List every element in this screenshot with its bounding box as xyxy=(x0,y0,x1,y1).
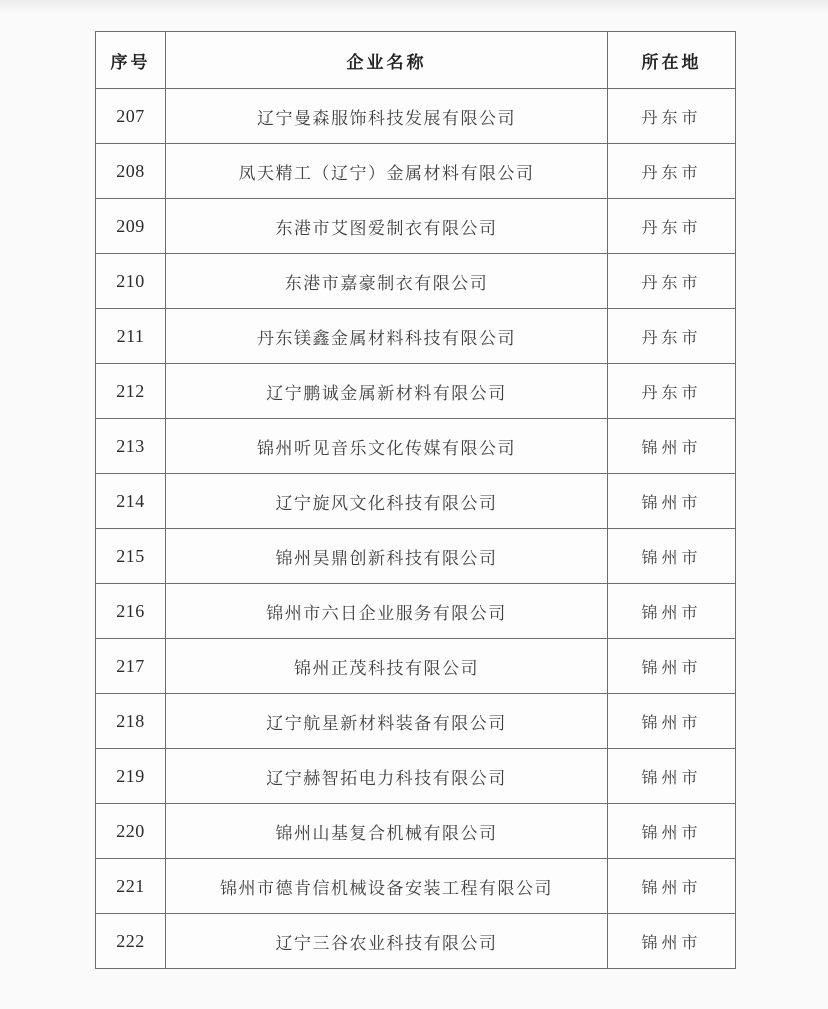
serial-cell: 207 xyxy=(96,89,166,144)
city-cell: 丹东市 xyxy=(608,199,736,254)
table-row xyxy=(96,419,736,474)
table-row xyxy=(96,364,736,419)
serial-cell: 222 xyxy=(96,914,166,969)
table-row xyxy=(96,199,736,254)
serial-cell: 216 xyxy=(96,584,166,639)
table-row xyxy=(96,859,736,914)
city-cell: 锦州市 xyxy=(608,419,736,474)
city-cell: 锦州市 xyxy=(608,474,736,529)
table-row xyxy=(96,749,736,804)
city-cell: 锦州市 xyxy=(608,639,736,694)
city-cell: 丹东市 xyxy=(608,254,736,309)
serial-cell: 219 xyxy=(96,749,166,804)
name-cell: 锦州昊鼎创新科技有限公司 xyxy=(166,529,608,584)
city-cell: 锦州市 xyxy=(608,914,736,969)
table-row xyxy=(96,144,736,199)
name-cell: 辽宁三谷农业科技有限公司 xyxy=(166,914,608,969)
name-cell: 锦州听见音乐文化传媒有限公司 xyxy=(166,419,608,474)
name-cell: 东港市艾图爱制衣有限公司 xyxy=(166,199,608,254)
name-cell: 辽宁赫智拓电力科技有限公司 xyxy=(166,749,608,804)
city-cell: 锦州市 xyxy=(608,749,736,804)
name-cell: 辽宁航星新材料装备有限公司 xyxy=(166,694,608,749)
city-cell: 锦州市 xyxy=(608,859,736,914)
scan-edge-shading xyxy=(0,0,828,14)
table-row xyxy=(96,639,736,694)
serial-cell: 217 xyxy=(96,639,166,694)
serial-cell: 213 xyxy=(96,419,166,474)
city-cell: 丹东市 xyxy=(608,89,736,144)
name-cell: 东港市嘉豪制衣有限公司 xyxy=(166,254,608,309)
table-row xyxy=(96,804,736,859)
serial-cell: 220 xyxy=(96,804,166,859)
col-header-name: 企业名称 xyxy=(166,32,608,89)
serial-cell: 221 xyxy=(96,859,166,914)
table-row xyxy=(96,474,736,529)
name-cell: 辽宁曼森服饰科技发展有限公司 xyxy=(166,89,608,144)
table-row xyxy=(96,694,736,749)
serial-cell: 208 xyxy=(96,144,166,199)
name-cell: 锦州市六日企业服务有限公司 xyxy=(166,584,608,639)
serial-cell: 218 xyxy=(96,694,166,749)
city-cell: 锦州市 xyxy=(608,694,736,749)
table-row xyxy=(96,254,736,309)
city-cell: 丹东市 xyxy=(608,309,736,364)
name-cell: 凤天精工（辽宁）金属材料有限公司 xyxy=(166,144,608,199)
serial-cell: 212 xyxy=(96,364,166,419)
serial-cell: 210 xyxy=(96,254,166,309)
name-cell: 辽宁旋风文化科技有限公司 xyxy=(166,474,608,529)
table-row xyxy=(96,914,736,969)
table-body xyxy=(96,89,736,969)
name-cell: 锦州市德肯信机械设备安装工程有限公司 xyxy=(166,859,608,914)
table-row xyxy=(96,89,736,144)
name-cell: 锦州正茂科技有限公司 xyxy=(166,639,608,694)
serial-cell: 209 xyxy=(96,199,166,254)
name-cell: 丹东镁鑫金属材料科技有限公司 xyxy=(166,309,608,364)
name-cell: 辽宁鹏诚金属新材料有限公司 xyxy=(166,364,608,419)
name-cell: 锦州山基复合机械有限公司 xyxy=(166,804,608,859)
city-cell: 锦州市 xyxy=(608,804,736,859)
city-cell: 丹东市 xyxy=(608,364,736,419)
table-row xyxy=(96,529,736,584)
header-row xyxy=(96,32,736,89)
col-header-city: 所在地 xyxy=(608,32,736,89)
table-row xyxy=(96,584,736,639)
serial-cell: 211 xyxy=(96,309,166,364)
col-header-serial: 序号 xyxy=(96,32,166,89)
city-cell: 锦州市 xyxy=(608,529,736,584)
document-page xyxy=(95,31,736,969)
serial-cell: 215 xyxy=(96,529,166,584)
table-header xyxy=(96,32,736,89)
serial-cell: 214 xyxy=(96,474,166,529)
city-cell: 丹东市 xyxy=(608,144,736,199)
table-row xyxy=(96,309,736,364)
enterprise-table xyxy=(95,31,736,969)
city-cell: 锦州市 xyxy=(608,584,736,639)
